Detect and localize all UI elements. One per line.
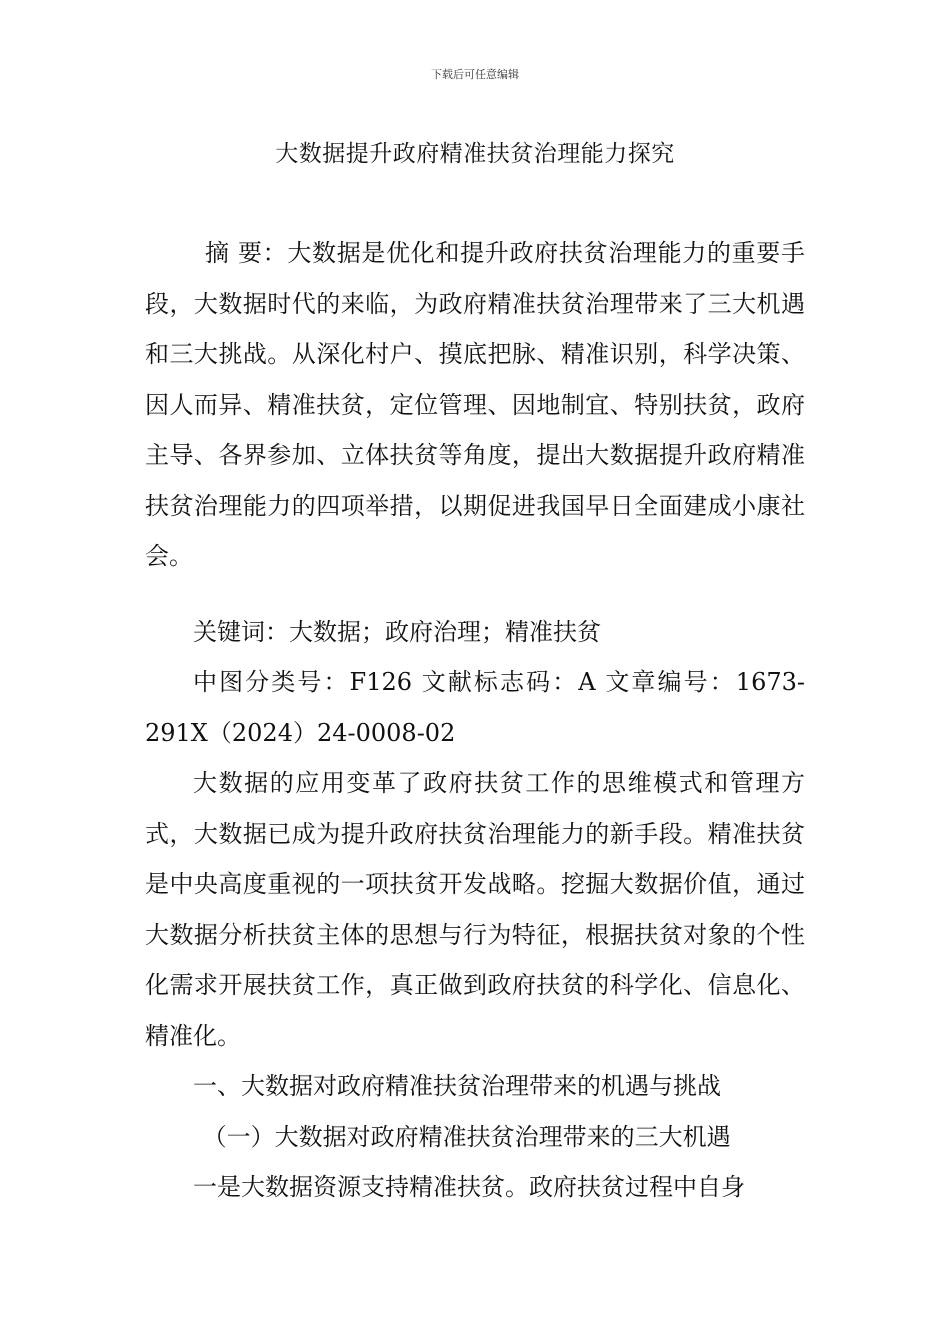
abstract-paragraph (145, 228, 805, 582)
document-title: 大数据提升政府精准扶贫治理能力探究 (275, 141, 675, 167)
abstract-label: 摘 要： (205, 239, 288, 267)
header-note: 下载后可任意编辑 (431, 68, 519, 81)
keywords-label: 关键词： (193, 617, 289, 646)
document-body (145, 228, 805, 1213)
keywords-paragraph (145, 607, 805, 658)
classification-paragraph: 中图分类号：F126 文献标志码：A 文章编号：1673-291X（2024）24-0008-02 (145, 668, 805, 747)
body-paragraph: 一是大数据资源支持精准扶贫。政府扶贫过程中自身 (193, 1173, 745, 1201)
intro-paragraph: 大数据的应用变革了政府扶贫工作的思维模式和管理方式，大数据已成为提升政府扶贫治理能力的新手段。精准扶贫是中央高度重视的一项扶贫开发战略。挖掘大数据价值，通过大数据分析扶贫主体的思想与行为特征，根据扶贫对象的个性化需求开展扶贫工作，真正做到政府扶贫的科学化、信息化、精准化。 (145, 769, 805, 1050)
section-heading: 一、大数据对政府精准扶贫治理带来的机遇与挑战 (193, 1072, 721, 1100)
abstract-text: 大数据是优化和提升政府扶贫治理能力的重要手段，大数据时代的来临，为政府精准扶贫治理带来了三大机遇和三大挑战。从深化村户、摸底把脉、精准识别，科学决策、因人而异、精准扶贫，定位管理、因地制宜、特别扶贫，政府主导、各界参加、立体扶贫等角度，提出大数据提升政府精准扶贫治理能力的四项举措，以期促进我国早日全面建成小康社会。 (145, 239, 805, 570)
keywords-text: 大数据；政府治理；精准扶贫 (289, 617, 601, 646)
subsection-heading: （一）大数据对政府精准扶贫治理带来的三大机遇 (202, 1122, 731, 1151)
